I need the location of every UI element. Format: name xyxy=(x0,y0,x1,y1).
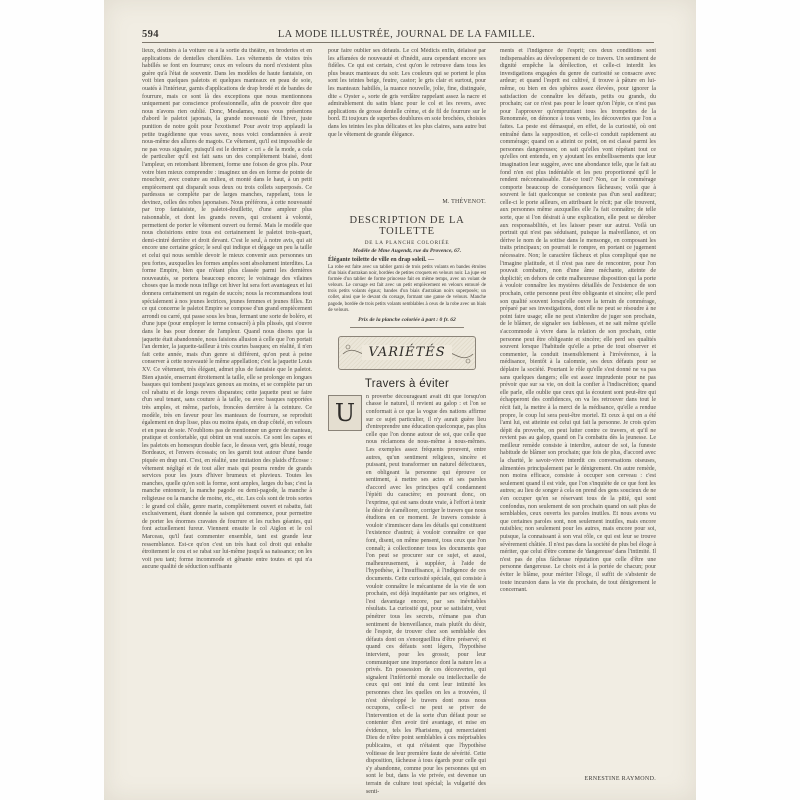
description-title: DESCRIPTION DE LA TOILETTE xyxy=(349,215,465,237)
description-body: La robe est faite avec un tablier garni de trois petits volants en bandes étroites d'un biais d'astrakan noir, bordées de petites croquets en velours noir. La jupe est formée d'un tablier de forme princesse fait en même temps, avec un volant de velours. Le corsage est fait avec un petit empiècement en velours entouré de trois petits volants égaux; bandes d'un biais d'astrakan noirs superposés; un collet, ainsi que le devant du corsage, formant une ganse de velours. Manche pagode, bordée de trois petits volants semblables à ceux de la robe avec un biais de velours. xyxy=(328,265,486,313)
scan-margin-right xyxy=(696,0,800,800)
page-header xyxy=(142,29,654,43)
journal-title: LA MODE ILLUSTRÉE, JOURNAL DE LA FAMILLE. xyxy=(277,29,536,40)
description-heading: Élégante toilette de ville en drap soleil. — xyxy=(328,257,434,263)
article-signature: ERNESTINE RAYMOND. xyxy=(584,776,656,782)
varietes-banner xyxy=(338,336,476,370)
description-model: Modèle de Mme Augendt, rue du Provence, 67. xyxy=(352,248,462,254)
article-title: Travers à éviter xyxy=(364,377,450,390)
right-column xyxy=(500,48,656,786)
left-column xyxy=(142,48,312,786)
page-number: 594 xyxy=(142,29,159,40)
fashion-chronicle-continuation: pour faire oublier ses défauts. Le col Médicis enfin, délaissé par les affamées de nouveauté et d'inédit, aura cependant encore ses fidèles. Ce qui est certain, c'est qu'on le retrouve dans tous les plus beaux manteaux du soir. Les couleurs qui se portent le plus sont les teintes beige, feutre, castor; le gris clair et surtout, pour les manteaux habillés, la nuance nouvelle, jolie, fine, distinguée, dite « Oyster », sorte de gris verdâtre rappelant assez la nacre et admirablement du satin blanc pour le col et les revers, avec applications de grosse dentelle crème, et de fil de fourrure sur le bord. Et toujours de superbes doublures en soie brochées, choisies dans les teintes les plus délicates et les plus claires, sans autre but que le vêtement de grande élégance. xyxy=(328,48,486,138)
middle-column xyxy=(328,48,486,795)
description-subtitle: DE LA PLANCHE COLORIÉE xyxy=(364,240,450,246)
article-continuation-text: ments et l'indigence de l'esprit; ces deux conditions sont indispensables au développement de ce travers. Un sentiment de dignité empêche la dérélection, et celle-ci interdit les investigations engagées du genre de curiosité se consacre avec ardeur; et quand l'esprit est cultivé, il trouve à pâture en lui-même, ou bien en des sphères assez élevées, pour ignorer la satisfaction de connaître les défauts, petits ou grands, du prochain; car ce n'est pas pour le louer qu'on l'épie, ce n'est pas pour l'approuver qu'empruntant tous les trompettes de la Renommée, on dénonce à tous vents, les découvertes que l'on a faites. La peste est démasqué, en effet, de la curiosité, où ont entraîné dans la supposition, et celle-ci conduit rapidement au commérage; quand on a atteint ce point, on est classé parmi les personnes dangereuses; on sait qu'elles vont répétant tout ce qu'elles ont entendu, en y ajoutant les embellissements que leur imagination leur suggère, avec une abondance telle, que le fait au fond n'en est plus indéniable et les peu proportionné qu'il le rendent méconnaissable. Est-ce tout? Non, car le commérage comporte beaucoup de conséquences fâcheuses; voilà que à souvent le fait quelconque se conteste pas d'un seul auditeur; celle-ci le porte ailleurs, en attribuant le récit; par elle trouvent, aux personnes même auxquelles elle l'a fait connaître; de telle sorte, que si l'on désirait à une explication, elle peut se dérober aux responsabilités, et les laisser peser sur autrui. Voilà un portrait qui n'est pas séduisant, puisque la malveillance, et on dérive le nom de la sottise dans le mensonge, en composant les traits principaux; on pourrait le rompre, en portant ce jugement nécessaire. Non; le caractère fâcheux et plus compliqué que ne l'imagine platitude, et il n'est pas rare de rencontrer, pour l'on pouvait combattre, non d'une âme méchante, atteinte de duplicité; en dehors de cette malheureuse disposition qui la porte à vouloir connaître les mystères détaillés de l'existence de son prochain, cette personne peut être obligeante et sincère; elle perd son qualité souvent lorsqu'elle ouvre la terrain de commérage, préparé par ses investigations, dont elle ne peut se résoudre à ne point faire usage; elle ne peut s'interdire de juger son prochain, de le blâmer, de signaler ses faiblesses, et ne sait même qu'elle s'accommode à vivre dans la relation de son prochain, cette personne peut être obligeante et sincère; elle perd ses qualités souvent lorsque l'habitude qu'elle a prise de tout observer et commenter, la conduit insensiblement à l'irrévérence, à la médisance, bientôt à la calomnie, ses deux défauts pour se déplaire la société. Pourtant le rôle qu'elle s'est donné ne va pas sans quelques dangers; elle est assez imprudente pour ne pas prévoir que sur sa vie, on doit la confier à l'indiscrétion; quand elle parle, elle oublie que ceux qui la écoutent sont peut-être qui échapperont des confidences, on va les retrouver dans tout le récit fait, la mettre à la merci de la médisance, qu'elle a rendue propre, le coup lui sera peut-être mortel. Et ceux à qui on a été l'ami lui, est atteinte est celui qui fait la personne. Je crois qu'en dépit du proverbe, on peut lutter contre ce travers, et qu'il ne revient pas au galop, quand on l'a combattu dès la jeunesse. Le meilleur remède consiste à interdire, autour de soi, la funeste habitude de blâmer son prochain; que fois de plus, d'accord avec la charité, le savoir-vivre interdit ces conversations oiseuses, alimentées principalement par le dénigrement. On autre remède, non moins efficace, consiste à occuper son cerveau : c'est seulement quand il est vide, que l'on s'inquiète de ce que font les autres; au lieu de songer à cela on prend des gens soucieux de ne s'en occuper qu'en se réservant tous de la pitié, qui sont confondus, non seulement de son prochain quand on sait plus de semblables, ceux ouverts les paroles inutiles. Et nous avons vu que certaines paroles sont, non seulement inutiles, mais encore nuisibles; non seulement pour les autres, mais encore pour soi, puisque, la connaissant à son vrai rôle, ce qui est leur se trouve sévèrement châtiée. Il n'est pas dans la société de plus bel éloge à mériter, que celui d'être comme de 'dangereuse' dans l'intimité. Il n'est pas de plus fâcheuse réputation que celle d'être une personne dangereuse. Le choix est à la portée de chacun; pour éviter le blâme, pour mériter l'éloge, il suffit de s'abstenir de toute incursion dans la vie du prochain, de tout dénigrement le concernant. xyxy=(500,48,656,594)
magazine-page xyxy=(104,0,696,800)
article xyxy=(328,394,486,800)
dropcap-letter: U xyxy=(328,395,362,431)
article-text: n proverbe décourageant avait dit que lorsqu'on chasse le naturel, il revient au galop : et l'on se conformait à ce que la vogue des nations affirme sur ce sujet particulier, il n'y aurait guère lieu d'entreprendre une éducation quelconque, pas plus celle que l'on donne autour de soi, que celle que nous réclamons de nous-même à nous-mêmes. Les exemples assez fréquents prouvent, entre autres, qu'un sentiment religieux, sincère et puissant, peut transformer un naturel défectueux, en obligeant la personne qui éprouve ce sentiment, à mettre ses actes et ses paroles d'accord avec les principes qu'il condamnent l'épiéti du caractère; en pouvant donc, on l'exprime, qui est sans doute vraie, à l'effort à tenir le désir de s'améliorer, corriger le travers que nous étudions en ce moment. Je travers consiste à vouloir s'immiscer dans les détails qui constituent l'existence d'autrui; à vouloir connaître ce que font, disent, on même pensent, tous ceux que l'on connaît; à collectionner tous les documents que l'on peut se procurer sur ce sujet, et aussi, malheureusement, à suppléer, à l'aide de l'hypothèse, à l'insuffisance, à l'indigence de ces documents. Cette curiosité spéciale, qui consiste à vouloir connaître le mécanisme de la vie de son prochain, est déjà inquiétante par ses origines, et l'est davantage encore, par ses inévitables résultats. La curiosité qui, pour se satisfaire, veut pénétrer tous les secrets, n'émane pas d'un sentiment de bienveillance, mais plutôt du désir, de l'espoir, de trouver chez son semblable des défauts dont on s'enorgueillira d'être préservé; et quand ces défauts sont légers, l'hypothèse intervient, pour les grossir, pour leur communiquer une importance dont la nature les a privés. En possession de ces découvertes, qui signalent l'infériorité morale ou intellectuelle de ceux qui ont inté du cent leur intimité les personnes chez les quelles on les a trouvées, il n'est développé le travers dont nous nous occupons, celle-ci ne peut se priver de l'intervention et de la sorte d'un défaut pour se contenter d'en avoir tiré avantage, et mise en évidence, tels les Pharisiens, qui remerciaient Dieu de n'être point semblables à ces méprisables publicains, et qui n'étaient que l'hypothèse voltiesse de leur première faute de sévérité. Cette disposition, fâcheuse à tous égards pour celle qui s'y abandonne, comme pour les personnes qui en sont le but, dans la vie privée, est devenue un terrain de culture tout spécial; la vulgarité des senti- xyxy=(366,393,486,795)
header-rule xyxy=(142,42,654,43)
section-divider xyxy=(350,327,464,328)
chronicle-signature: M. THÉVENOT. xyxy=(442,199,486,205)
fashion-chronicle-text: lieux, destinés à la voiture ou à la sortie du théâtre, en broderies et en applications de dentelles chenillées. Les vêtements de visites très habillés se font en fourrure; ceux en velours du nord n'existent plus guère qu'à l'état de souvenir. Dans les modèles de haute fantaisie, on voit bien quelques paletots et quelques manteaux en peau de soie, ouatés à l'intérieur, garnis d'applications de drap brodé et de bandes de fourrure, mais ce sont là des exceptions que nous mentionnons uniquement par conscience professionnelle, afin de pouvoir dire que nous n'avons rien oublié. Donc, Mesdames, nous vous présentons d'abord le paletot japonais, la grande nouveauté de l'hiver, juste punition de notre goût pour l'exotisme! Pour avoir trop applaudi la petite tragédienne que vous savez, nous voici condamnées à avoir nous-même des allures de magots. Ce vêtement, qu'il est impossible de ne pas vous signaler, puisqu'il est le dernier « cri » de la mode, a cela de particulier qu'il est fait sans un des complètement biaisé, dont l'ampleur, en retombant librement, forme une foison de gros plis. Pour votre bien mieux comprendre : imaginez un des en forme de pointe de mouchoir, avec couture au milieu, et monté dans le haut, à un petit empiècement qui disparaît sous deux ou trois collets superposés. Ce pardessus se complète par de larges manches, rappelant, tous le devinez, celles des robes japonaises. Nous préférons, à cette nouveauté par trop fantaisiste, le paletot-douillette, d'une ampleur plus raisonnable, et dont les grands revers, qui croisent à volonté, permettent de porter le vêtement ouvert ou fermé. Mais le modèle que nous choisirions entre tous est certainement le paletot trois-quart, demi-cintré derrière et droit devant. C'est le seul, à notre avis, qui ait encore une certaine grâce; le seul qui indique et dégage un peu la taille et celui qui nous semble devoir le mieux convenir aux personnes un peu fortes, auxquelles les formes amples sont absolument interdites. La forme Empire, bien que n'étant plus classée parmi les dernières nouveautés, se portera beaucoup encore; le voisinage des vilaines choses que la mode nous inflige cet hiver lui sera fort avantageux et lui donnera certainement un regain de succès; nous la recommandons tout spécialement à nos jeunes lectrices, jeunes femmes et jeunes filles. En ce qui concerne le paletot Empire se compose d'un grand empiècement arrondi ou carré, qui passe sous les bras, fermant une sorte de boléro, et d'une jupe (pour employer le terme consacré) à plis plissés, qui s'ouvre dans le bas pour donner de l'ampleur. Quand nous disons que la jaquette était abandonnée, nous faisions allusion à celle que l'on portait l'an dernier, la jaquette-tailleur à très courtes basques; en réalité, il n'en fait cette année, mais d'un genre si différent, qu'on peut à peine conserver à cette nouveauté le même appellation; c'est la jaquette Louis XV. Ce vêtement, très élégant, admet plus de fantaisie que le paletot. Bien ajustée, enserrant étroitement la taille, elle se prolonge en longues basques qui tombent jusqu'aux genoux au moins, et se complète par un col rabattu et de longs revers disparates; cette jaquette peut se faire d'un seul tenant, sans couture à la taille, ou avec basques rapportées très amples, et même, parfois, froncées derrière à la ceinture. Ce modèle, très en faveur pour les manteaux de fourrure, se reproduit également en drap lisse, plus ou moins épais, en drap côtelé, en velours et en peau de soie. N'oublions pas de mentionner un genre de manteau, pratique et confortable, qui obtint un vrai succès. Ce sont les capes et les paletots en homespun double face, le dessus vert, gris bleuté, rouge Bordeaux, et l'envers écossais; on les garnit tout autour d'une bande piquée en drap uni. C'est, en réalité, une imitation des plaids d'Écosse : vêtement négligé et de tout aller mais qui pourra rendre de grands services pour les jours d'hiver brumeux et pluvieux. Toutes les manches, quelle qu'en soit la forme, sont amples, larges du bas; c'est la manche entonnoir, la manche pagode ou demi-pagode, la manche à religieuse ou la manche de moine, etc., etc. Les cols sont de trois sortes : le grand col châle, genre marin, complètement ouvert et rabattu, fait exclusivement, étant donnée la saison qui commence, pour permettre de porter les énormes cravates de fourrure et les ruches géantes, qui font actuellement fureur. Viennent ensuite le col Aiglon et le col Marceau, qu'il faut commenter ensemble, tant est grande leur ressemblance. Est-ce qu'on c'est un très haut col droit qui enhalte étroitement le cou et se rabat sur lui-même jusqu'à sa naissance; on les voit peu tant; forme incommode et gênante entre toutes et qui n'a aucune qualité de séduction suffisante xyxy=(142,48,312,571)
varietes-label: VARIÉTÉS xyxy=(362,345,451,360)
description-price: Prix de la planche coloriée à part : 0 fr. 62 xyxy=(358,316,456,323)
scan-margin-left xyxy=(0,0,104,800)
